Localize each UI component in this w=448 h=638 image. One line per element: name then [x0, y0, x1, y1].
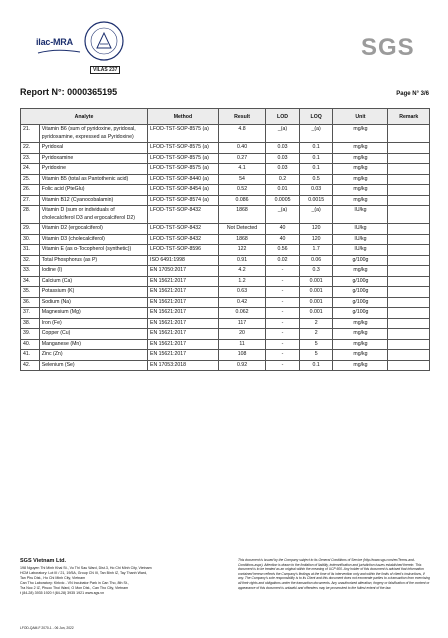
address-line: t (84-28) 3935 1920 f (84-28) 3935 1921 www.sgs.vn — [20, 591, 105, 595]
analyte-cell: Pyridoxine — [39, 164, 147, 175]
loq-cell: _(a) — [299, 206, 333, 224]
loq-cell: 120 — [299, 234, 333, 245]
analyte-cell: Selenium (Se) — [39, 360, 147, 371]
method-cell: LFOD-TST-SOP-8574 (a) — [148, 195, 219, 206]
method-cell: EN 15621:2017 — [148, 308, 219, 319]
loq-cell: 5 — [299, 350, 333, 361]
method-cell: LFOD-TST-SOP-8440 (a) — [148, 174, 219, 185]
analyte-cell: Pyridoxal — [39, 143, 147, 154]
result-cell: 0.91 — [218, 255, 265, 266]
address-line: Can Tho Laboratory: Kirkvic - VN Incubator Park in Can Tho, 8th St., — [20, 581, 129, 585]
unit-cell: IU/kg — [333, 234, 388, 245]
loq-cell: 5 — [299, 339, 333, 350]
table-row — [21, 266, 430, 277]
loq-cell: 0.03 — [299, 185, 333, 196]
vilas-badge: VILAS 237 — [90, 66, 120, 74]
row-number: 21. — [21, 125, 40, 143]
result-cell: 0.062 — [218, 308, 265, 319]
remark-cell — [388, 153, 430, 164]
remark-cell — [388, 125, 430, 143]
unit-cell: mg/kg — [333, 339, 388, 350]
report-label: Report N°: — [20, 87, 65, 97]
method-cell: EN 17053:2018 — [148, 360, 219, 371]
table-row — [21, 125, 430, 143]
loq-cell: 0.5 — [299, 174, 333, 185]
table-row — [21, 174, 430, 185]
remark-cell — [388, 339, 430, 350]
loq-cell: 0.3 — [299, 266, 333, 277]
row-number: 26. — [21, 185, 40, 196]
row-number: 25. — [21, 174, 40, 185]
result-cell: 122 — [218, 245, 265, 256]
loq-cell: 0.06 — [299, 255, 333, 266]
analyte-cell: Copper (Cu) — [39, 329, 147, 340]
analyte-cell: Pyridoxamine — [39, 153, 147, 164]
lod-cell: 0.01 — [266, 185, 300, 196]
remark-cell — [388, 143, 430, 154]
lod-cell: 0.03 — [266, 143, 300, 154]
lod-cell: 40 — [266, 234, 300, 245]
unit-cell: IU/kg — [333, 245, 388, 256]
lod-cell: 0.03 — [266, 164, 300, 175]
analyte-cell: Manganese (Mn) — [39, 339, 147, 350]
sgs-logo: SGS — [361, 34, 415, 61]
result-cell: 1868 — [218, 206, 265, 224]
remark-cell — [388, 234, 430, 245]
unit-cell: IU/kg — [333, 206, 388, 224]
lod-cell: - — [266, 276, 300, 287]
analyte-cell: Zinc (Zn) — [39, 350, 147, 361]
row-number: 34. — [21, 276, 40, 287]
analyte-cell: Vitamin D2 (ergocalciferol) — [39, 224, 147, 235]
analyte-cell: Vitamin D3 (cholecalciferol) — [39, 234, 147, 245]
page-number: Page N° 3/6 — [396, 91, 429, 97]
result-cell: 20 — [218, 329, 265, 340]
row-number: 40. — [21, 339, 40, 350]
loq-cell: 0.0015 — [299, 195, 333, 206]
unit-cell: mg/kg — [333, 164, 388, 175]
table-row — [21, 255, 430, 266]
lod-cell: 0.03 — [266, 153, 300, 164]
table-row — [21, 234, 430, 245]
lod-cell: - — [266, 318, 300, 329]
result-cell: 0.92 — [218, 360, 265, 371]
analyte-cell: Vitamin E (as α-Tocopherol (synthetic)) — [39, 245, 147, 256]
row-number: 30. — [21, 234, 40, 245]
analyte-cell: Total Phosphorus (as P) — [39, 255, 147, 266]
method-cell: LFOD-TST-SOP-8575 (a) — [148, 125, 219, 143]
lod-cell: _(a) — [266, 206, 300, 224]
remark-cell — [388, 255, 430, 266]
loq-cell: 0.1 — [299, 164, 333, 175]
col-unit: Unit — [333, 109, 388, 125]
lod-cell: - — [266, 287, 300, 298]
remark-cell — [388, 318, 430, 329]
unit-cell: mg/kg — [333, 329, 388, 340]
method-cell: LFOD-TST-SOP-8575 (a) — [148, 143, 219, 154]
loq-cell: 2 — [299, 318, 333, 329]
lod-cell: - — [266, 308, 300, 319]
company-name: SGS Vietnam Ltd. — [20, 558, 67, 564]
row-number: 38. — [21, 318, 40, 329]
result-cell: 108 — [218, 350, 265, 361]
result-cell: 0.27 — [218, 153, 265, 164]
disclaimer-text: This document is issued by the Company subject to its General Conditions of Service (http://www.sgs.com/en/Terms-and-Conditions.aspx). Attention is drawn to the limitation of liability, indemnification and jurisdiction issues established therein. This document is to be treated as an original within the meaning of UCP 600. Any holder of this document is advised that information contained hereon reflects the Company's findings at the time of its intervention only and within the limits of client's instructions, if any. The Company's sole responsibility is to its Client and this document does not exonerate parties to a transaction from exercising all their rights and obligations under the transaction documents. Any unauthorized alteration, forgery or falsification of the content or appearance of this document is unlawful and offenders may be prosecuted to the fullest extent of the law. — [238, 558, 430, 590]
loq-cell: 0.1 — [299, 360, 333, 371]
row-number: 23. — [21, 153, 40, 164]
row-number: 37. — [21, 308, 40, 319]
unit-cell: IU/kg — [333, 224, 388, 235]
method-cell: EN 15621:2017 — [148, 329, 219, 340]
analyte-cell: Magnesium (Mg) — [39, 308, 147, 319]
address-line: Tan Phu Dist., Ho Chi Minh City, Vietnam — [20, 576, 86, 580]
remark-cell — [388, 195, 430, 206]
lod-cell: 0.2 — [266, 174, 300, 185]
analyte-cell: Vitamin B6 (sum of pyridoxine, pyridoxal, pyridoxamine, expressed as Pyridoxine) — [39, 125, 147, 143]
result-cell: 4.2 — [218, 266, 265, 277]
ilac-mra-logo — [36, 37, 82, 59]
row-number: 33. — [21, 266, 40, 277]
result-cell: 4.1 — [218, 164, 265, 175]
remark-cell — [388, 287, 430, 298]
loq-cell: 2 — [299, 329, 333, 340]
method-cell: LFOD-TST-SOP-8454 (a) — [148, 185, 219, 196]
result-cell: Not Detected — [218, 224, 265, 235]
remark-cell — [388, 360, 430, 371]
unit-cell: mg/kg — [333, 195, 388, 206]
table-row — [21, 350, 430, 361]
row-number: 31. — [21, 245, 40, 256]
analyte-cell: Iron (Fe) — [39, 318, 147, 329]
result-cell: 0.42 — [218, 297, 265, 308]
unit-cell: mg/kg — [333, 174, 388, 185]
result-cell: 0.52 — [218, 185, 265, 196]
method-cell: LFOD-TST-SOP-8596 — [148, 245, 219, 256]
result-cell: 0.63 — [218, 287, 265, 298]
table-row — [21, 308, 430, 319]
loq-cell: 0.001 — [299, 308, 333, 319]
row-number: 32. — [21, 255, 40, 266]
result-cell: 4.8 — [218, 125, 265, 143]
method-cell: LFOD-TST-SOP-8432 — [148, 234, 219, 245]
loq-cell: 1.7 — [299, 245, 333, 256]
row-number: 28. — [21, 206, 40, 224]
lod-cell: - — [266, 329, 300, 340]
analyte-cell: Vitamin B12 (Cyanocobalamin) — [39, 195, 147, 206]
loq-cell: 0.001 — [299, 276, 333, 287]
loq-cell: 0.001 — [299, 297, 333, 308]
table-body — [21, 125, 430, 371]
report-header — [0, 0, 448, 80]
method-cell: EN 15621:2017 — [148, 339, 219, 350]
unit-cell: mg/kg — [333, 318, 388, 329]
remark-cell — [388, 245, 430, 256]
analyte-cell: Potassium (K) — [39, 287, 147, 298]
unit-cell: g/100g — [333, 276, 388, 287]
result-cell: 11 — [218, 339, 265, 350]
analyte-cell: Iodine (I) — [39, 266, 147, 277]
table-row — [21, 287, 430, 298]
analyte-cell: Folic acid (PteGlu) — [39, 185, 147, 196]
table-row — [21, 143, 430, 154]
method-cell: EN 15621:2017 — [148, 318, 219, 329]
address-line: HCM Laboratory: Lot III / 21, 19/5A, Group CN III, Tan Binh IZ, Tay Thanh Ward, — [20, 571, 148, 575]
table-row — [21, 276, 430, 287]
col-lod: LOD — [266, 109, 300, 125]
lod-cell: 0.02 — [266, 255, 300, 266]
report-number: 0000365195 — [67, 87, 118, 97]
col-analyte: Analyte — [21, 109, 148, 125]
method-cell: EN 15621:2017 — [148, 297, 219, 308]
table-row — [21, 153, 430, 164]
remark-cell — [388, 276, 430, 287]
row-number: 39. — [21, 329, 40, 340]
remark-cell — [388, 350, 430, 361]
method-cell: EN 17050:2017 — [148, 266, 219, 277]
ilac-logo-text: ilac-MRA — [36, 37, 73, 47]
table-row — [21, 245, 430, 256]
result-cell: 0.40 — [218, 143, 265, 154]
row-number: 35. — [21, 287, 40, 298]
remark-cell — [388, 164, 430, 175]
row-number: 24. — [21, 164, 40, 175]
row-number: 29. — [21, 224, 40, 235]
remark-cell — [388, 224, 430, 235]
method-cell: LFOD-TST-SOP-8432 — [148, 206, 219, 224]
table-row — [21, 297, 430, 308]
loq-cell: 0.1 — [299, 143, 333, 154]
table-row — [21, 224, 430, 235]
unit-cell: mg/kg — [333, 360, 388, 371]
loq-cell: 0.1 — [299, 153, 333, 164]
col-loq: LOQ — [299, 109, 333, 125]
table-row — [21, 195, 430, 206]
row-number: 42. — [21, 360, 40, 371]
result-cell: 1868 — [218, 234, 265, 245]
lod-cell: - — [266, 339, 300, 350]
remark-cell — [388, 174, 430, 185]
form-code: LFOD-QAM-F 2070-1 - 06 Jun, 2022 — [20, 626, 74, 630]
analyte-cell: Calcium (Ca) — [39, 276, 147, 287]
result-cell: 0.086 — [218, 195, 265, 206]
row-number: 22. — [21, 143, 40, 154]
lod-cell: - — [266, 360, 300, 371]
lod-cell: - — [266, 350, 300, 361]
remark-cell — [388, 266, 430, 277]
unit-cell: mg/kg — [333, 266, 388, 277]
method-cell: LFOD-TST-SOP-8575 (a) — [148, 164, 219, 175]
remark-cell — [388, 206, 430, 224]
table-header-row — [21, 109, 430, 125]
analyte-cell: Vitamin D (sum or individuals of cholecalciferol D3 and ergocalciferol D2) — [39, 206, 147, 224]
result-cell: 117 — [218, 318, 265, 329]
unit-cell: mg/kg — [333, 125, 388, 143]
lod-cell: 40 — [266, 224, 300, 235]
unit-cell: mg/kg — [333, 350, 388, 361]
unit-cell: mg/kg — [333, 143, 388, 154]
lod-cell: - — [266, 297, 300, 308]
remark-cell — [388, 308, 430, 319]
unit-cell: g/100g — [333, 287, 388, 298]
lod-cell: _(a) — [266, 125, 300, 143]
remark-cell — [388, 185, 430, 196]
lod-cell: 0.56 — [266, 245, 300, 256]
table-row — [21, 339, 430, 350]
loq-cell: 0.001 — [299, 287, 333, 298]
unit-cell: g/100g — [333, 255, 388, 266]
col-method: Method — [148, 109, 219, 125]
table-row — [21, 206, 430, 224]
loq-cell: 120 — [299, 224, 333, 235]
col-result: Result — [218, 109, 265, 125]
report-number-line — [20, 87, 117, 97]
result-cell: 1.2 — [218, 276, 265, 287]
table-row — [21, 318, 430, 329]
row-number: 36. — [21, 297, 40, 308]
table-row — [21, 329, 430, 340]
analyte-cell: Sodium (Na) — [39, 297, 147, 308]
loq-cell: _(a) — [299, 125, 333, 143]
company-info — [20, 558, 230, 596]
method-cell: LFOD-TST-SOP-8575 (a) — [148, 153, 219, 164]
method-cell: EN 15621:2017 — [148, 350, 219, 361]
address-line: 198 Nguyen Thi Minh Khai St., Vo Thi Sau Ward, Dist.3, Ho Chi Minh City, Vietnam — [20, 566, 152, 570]
table-row — [21, 360, 430, 371]
method-cell: ISO 6491:1998 — [148, 255, 219, 266]
unit-cell: mg/kg — [333, 185, 388, 196]
result-cell: 54 — [218, 174, 265, 185]
ilac-logo-swoosh-icon — [36, 48, 82, 56]
method-cell: EN 15621:2017 — [148, 287, 219, 298]
col-remark: Remark — [388, 109, 430, 125]
row-number: 27. — [21, 195, 40, 206]
method-cell: LFOD-TST-SOP-8432 — [148, 224, 219, 235]
results-table — [20, 108, 430, 371]
row-number: 41. — [21, 350, 40, 361]
table-row — [21, 185, 430, 196]
method-cell: EN 15621:2017 — [148, 276, 219, 287]
accreditation-seal-icon — [83, 20, 125, 62]
unit-cell: g/100g — [333, 297, 388, 308]
unit-cell: mg/kg — [333, 153, 388, 164]
lod-cell: - — [266, 266, 300, 277]
analyte-cell: Vitamin B5 (total as Pantothenic acid) — [39, 174, 147, 185]
lod-cell: 0.0005 — [266, 195, 300, 206]
unit-cell: g/100g — [333, 308, 388, 319]
address-line: Tra Noc 2 IZ, Phuoc Thoi Ward, O Mon Dist., Can Tho City, Vietnam — [20, 586, 129, 590]
remark-cell — [388, 297, 430, 308]
remark-cell — [388, 329, 430, 340]
table-row — [21, 164, 430, 175]
